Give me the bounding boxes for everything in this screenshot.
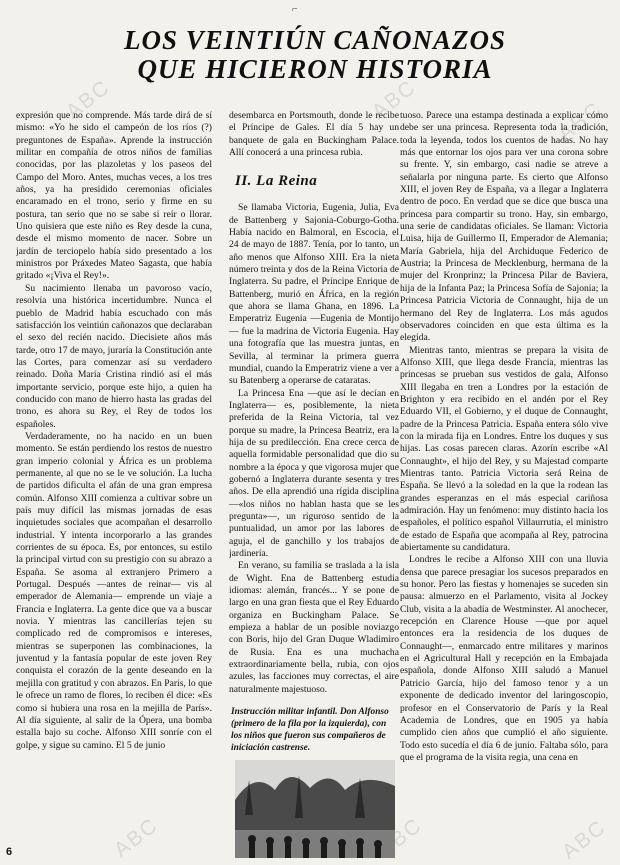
abc-watermark: ABC <box>367 75 421 124</box>
paragraph: tuoso. Parece una estampa destinada a explicar cómo debe ser una princesa. Representa toda la tradición, toda la leyenda, todos los cuentos de hadas. No hay más que entornar los ojos para ver una corona sobre su frente. Y, sin embargo, casi nadie se atreve a señalarla por ninguna parte. Es cierto que Alfonso XIII, el joven Rey de España, va a llegar a Inglaterra dentro de poco. En verdad que se dice que busca una princesa para compartir su trono. Hay, sin embargo, una serie de candidatas oficiales. Se llaman: Victoria Luisa, hija de Guillermo II, Emperador de Alemania; María Gabriela, hija del Archiduque Federico de Austria; la Princesa de Mecklenburg, hermana de la mujer del Kronprinz; la Princesa Pilar de Baviera, hija de la Infanta Paz; la Princesa Sofía de Sajonia; la Princesa Patricia Victoria de Connaught, hija de un hermano del Rey de Inglaterra. Los más agudos observadores coinciden en que esta última es la elegida. <box>400 110 608 344</box>
photo-illustration <box>235 760 395 858</box>
paragraph: expresión que no comprende. Más tarde dirá de sí mismo: «Yo he sido el campeón de los ríos (?) preguntones de España». Aprende la instrucción militar en compañía de otros niños de familias conocidas, por las plazoletas y los paseos del Campo del Moro. Antes, muchas veces, a los tres años, ya ha presidido ceremonias oficiales encaramado en el trono, serio y firme en su postura, tan serio que no se sabe si reír o llorar. Uno quisiera que este niño es Rey desde la cuna, desde el mismo momento de nacer. Sobre un jardín de terciopelo había sido presentado a los ministros por Práxedes Mateo Sagasta, que había gritado «¡Viva el Rey!». <box>16 110 212 282</box>
section-title: II. La Reina <box>235 173 318 190</box>
headline-line-2: QUE HICIERON HISTORIA <box>137 54 493 84</box>
headline-line-1: LOS VEINTIÚN CAÑONAZOS <box>123 25 507 55</box>
photo-caption: Instrucción militar infantil. Don Alfonso (primero de la fila por la izquierda), con los niños que fueron sus compañeros de iniciación castrense. <box>231 707 389 754</box>
abc-watermark: ABC <box>373 813 427 862</box>
paragraph: En verano, su familia se traslada a la isla de Wight. Ena de Battenberg estudia idiomas: alemán, francés... Y se pone de largo en una gran fiesta que el Rey Eduardo organiza en Buckingham Palace. Se empieza a hablar de un posible noviazgo con Boris, hijo del Gran Duque Wladimiro de Rusia. Ena es una muchacha extraordinariamente bella, rubia, con ojos azules, las facciones muy correctas, el aire naturalmente majestuoso. <box>229 560 399 695</box>
abc-watermark: ABC <box>557 815 611 864</box>
paragraph: desembarca en Portsmouth, donde le recibe el Príncipe de Gales. El día 5 hay un banquete de gala en Buckingham Palace. Allí conocerá a una princesa rubia. <box>229 110 399 159</box>
article-headline <box>110 26 520 84</box>
abc-watermark: ABC <box>553 97 607 146</box>
paragraph: Mientras tanto, mientras se prepara la visita de Alfonso XIII, que llega desde Francia, mientras las princesas se prueban sus vestidos de gala, Alfonso XIII llegaba en tren a Londres por la estación de Brighton y era recibido en el andén por el Rey Eduardo VII, el Gobierno, y el duque de Connaught, padre de la Princesa Patricia. España entera sólo vive con la mirada fija en Londres. Entre los duques y sus hijas. Las cosas parecen claras. Azorín escribe «Al Connaught», el hijo del Rey, y su Majestad comparte Mientras tanto. Patricia Victoria será Reina de España. Se llevó a la soledad en la que la rodean las grandes esperanzas en el más especial cariñosa admiración. Hay un fenómeno: muy distinto hacia los españoles, el político español Villaurrutia, el ministro de estado de España que acompaña al Rey, patrocina abiertamente su candidatura. <box>400 344 608 554</box>
paragraph: Verdaderamente, no ha nacido en un buen momento. Se están perdiendo los restos de nuestro gran imperio colonial y África es un problema permanente, al que no se le ve solución. La lucha de partidos dificulta el afán de una gran empresa común. Alfonso XIII comienza a cultivar sobre un país muy difícil las mismas jornadas de esas inquietudes sociales que acompañan el desarrollo industrial. Y intenta incorporarlo a las grandes corrientes de su época. Es, por entonces, su estilo la principal virtud con su prestigio con su abrazo a España. Se asoma al extranjero Primero a Portugal. Después —antes de reinar— vis al emperador de Alemania— emprende un viaje a Francia e Inglaterra. La gente dice que va a buscar novia. Y mientras las cancillerías tejen su complicado red de compromisos e intereses, mientras se superponen las combinaciones, la juventud y la fantasía popular de este joven Rey conquista el corazón de la gente deseando en la mejilla con gratitud y con abrazos. En París, lo que le ofrece un ramo de flores, lo reciben él dice: «Es como si hubiera una rosa en la mejilla de París». Al día siguiente, al salir de la Ópera, una bomba estalla bajo su coche. Alfonso XIII sonríe con el golpe, y sigue su camino. El 5 de junio <box>16 430 212 751</box>
column-1 <box>16 110 212 858</box>
top-mark: ⌐ <box>292 4 298 15</box>
column-2 <box>229 110 399 858</box>
paragraph: Su nacimiento llenaba un pavoroso vacío, resolvía una histórica incertidumbre. Nunca el pueblo de Madrid había escuchado con más satisfacción los veintiún cañonazos que declaraban el sexo del recién nacido. Diecisiete años más tarde, otro 17 de mayo, juraría la Constitución ante las Cortes, para comenzar así su verdadero reinado. Doña María Cristina rindió así el más importante servicio, porque este hijo, a quien ha conducido con mano de hierro hasta las gradas del trono, es ahora su Rey, el Rey de todos los españoles. <box>16 282 212 430</box>
abc-watermark: ABC <box>61 75 115 124</box>
paragraph: La Princesa Ena —que así le decían en Inglaterra— es, posiblemente, la nieta preferida de la Reina Victoria, tal vez porque su madre, la Princesa Beatriz, era la hija de su predilección. Ena crece cerca de aquella formidable personalidad que dio su nombre a la época y que vigorosa mujer que gobernó a Inglaterra durante sesenta y tres años. De ella aprendió una rígida disciplina —«los niños no hablan hasta que se les pregunta»—, un riguroso sentido de la puntualidad, un amor por las labores de aguja, el de ganchillo y los trabajos de jardinería. <box>229 387 399 559</box>
column-3 <box>400 110 608 858</box>
photo-military-instruction <box>235 760 395 858</box>
page-number: 6 <box>6 846 13 858</box>
paragraph: Se llamaba Victoria, Eugenia, Julia, Eva de Battenberg y Sajonia-Coburgo-Gotha. Había nacido en Balmoral, en Escocia, el 24 de mayo de 1887. Tenía, por lo tanto, un año menos que Alfonso XIII. Era la nieta número treinta y dos de la Reina Victoria de Inglaterra. Su padre, el Príncipe Enrique de Battenberg, murió en África, en la región que ahora se llama Ghana, en 1896. La Emperatriz Eugenia —Eugenia de Montijo— fue la madrina de Victoria Eugenia. Hay una fotografía que las muestra juntas, en Sevilla, al terminar la primera guerra mundial, cuando la Emperatriz viene a ver a su Batenberg a operarse de cataratas. <box>229 202 399 387</box>
abc-watermark: ABC <box>109 813 163 862</box>
paragraph: Londres le recibe a Alfonso XIII con una lluvia densa que parece presagiar los sucesos preparados en su honor. Pero las fiestas y homenajes se suceden sin pausa: almuerzo en el Parlamento, visita al Jockey Club, visita a la abadía de Westminster. Al anochecer, recepción en Clarence House —que por aquel entonces era la residencia de los duques de Connaught—, enmarcado entre militares y marinos en el Agricultural Hall y recepción en la Embajada española, donde Alfonso XIII saludó a Manuel Patricio García, hijo del famoso tenor y a un exponente de dedicado inventor del laringoscopio, profesor en el Conservatorio de París y la Real Academia de Londres, que en 1905 ya había cumplido cien años que cumplió el año siguiente. Todo esto sucedía el día 6 de junio. Faltaba sólo, para que el programa de la visita regia, una cena en <box>400 554 608 763</box>
